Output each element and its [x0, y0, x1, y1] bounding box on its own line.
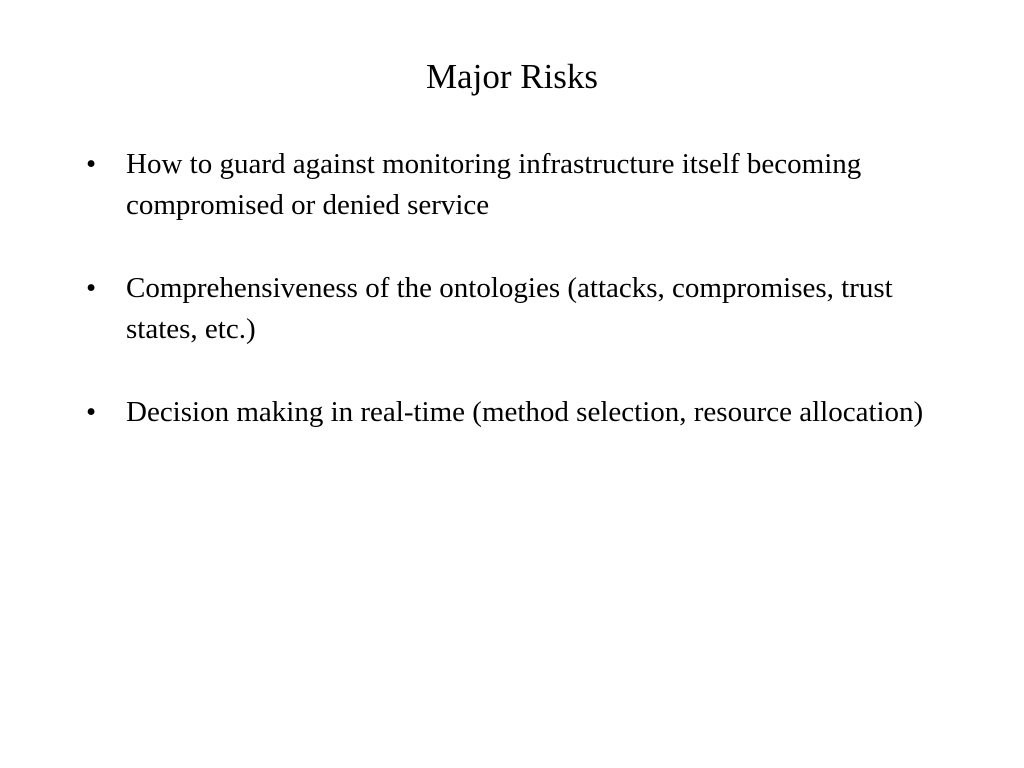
bullet-item	[86, 144, 946, 226]
bullet-text: Comprehensiveness of the ontologies (attacks, compromises, trust states, etc.)	[126, 272, 893, 345]
bullet-list	[86, 144, 946, 475]
bullet-dot-icon: •	[86, 396, 97, 428]
slide-title: Major Risks	[425, 57, 599, 96]
bullet-dot-icon: •	[86, 272, 97, 304]
bullet-text: Decision making in real-time (method selection, resource allocation)	[126, 396, 924, 428]
bullet-dot-icon: •	[86, 148, 97, 180]
bullet-item	[86, 392, 946, 433]
bullet-item	[86, 268, 946, 350]
bullet-text: How to guard against monitoring infrastructure itself becoming compromised or denied service	[126, 148, 862, 221]
